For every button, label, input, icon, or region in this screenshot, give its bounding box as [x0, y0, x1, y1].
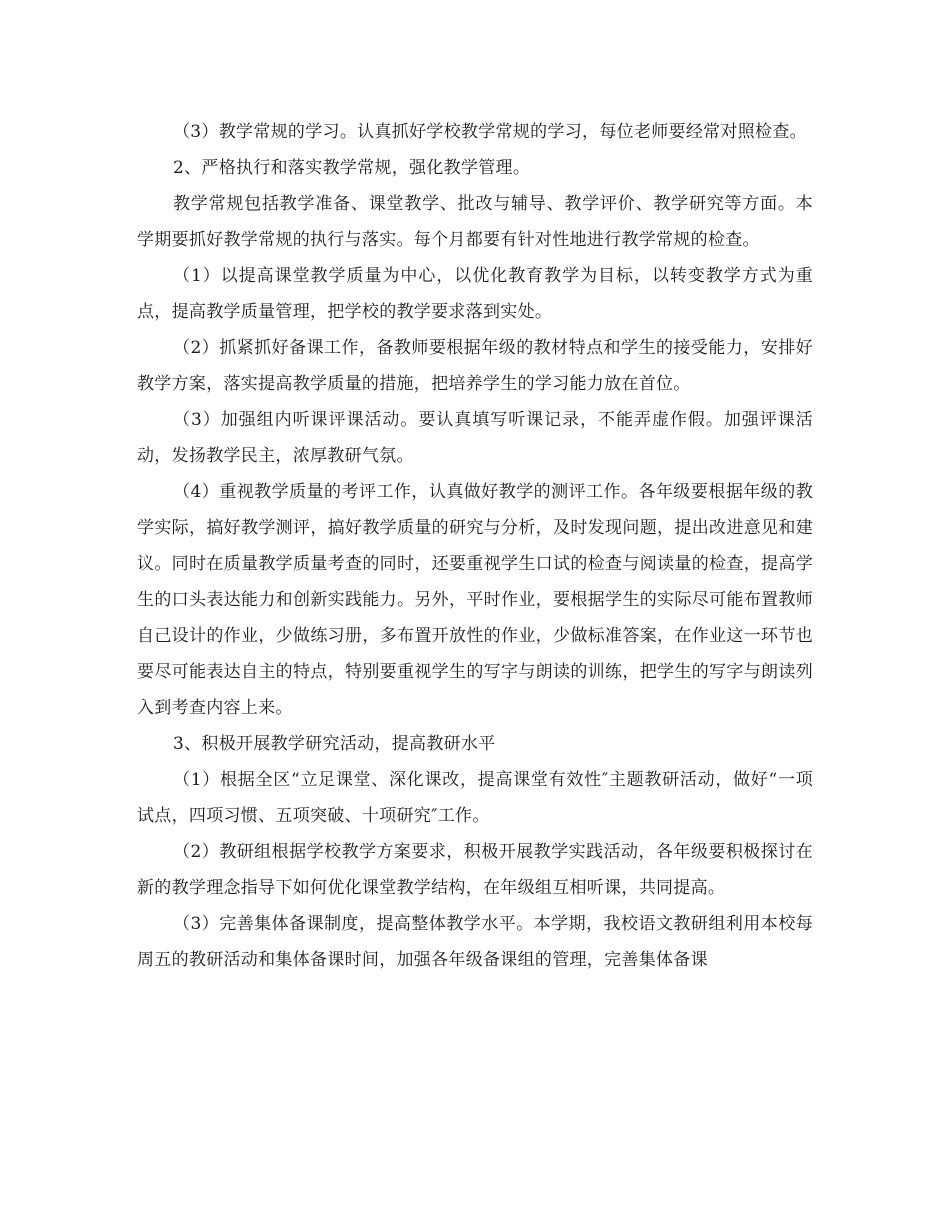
paragraph-routine-overview: 教学常规包括教学准备、课堂教学、批改与辅导、教学评价、教学研究等方面。本学期要抓好教学常规的执行与落实。每个月都要有针对性地进行教学常规的检查。 — [137, 194, 813, 250]
paragraph-item-1: （1）以提高课堂教学质量为中心，以优化教育教学为目标，以转变教学方式为重点，提高教学质量管理，把学校的教学要求落到实处。 — [137, 266, 813, 322]
paragraph-research-3: （3）完善集体备课制度，提高整体教学水平。本学期，我校语文教研组利用本校每周五的教研活动和集体备课时间，加强各年级备课组的管理，完善集体备课 — [137, 914, 813, 970]
paragraph-item-2: （2）抓紧抓好备课工作，备教师要根据年级的教材特点和学生的接受能力，安排好教学方案，落实提高教学质量的措施，把培养学生的学习能力放在首位。 — [137, 338, 813, 394]
paragraph-item-4: （4）重视教学质量的考评工作，认真做好教学的测评工作。各年级要根据年级的教学实际，搞好教学测评，搞好教学质量的研究与分析，及时发现问题，提出改进意见和建议。同时在质量教学质量考查的同时，还要重视学生口试的检查与阅读量的检查，提高学生的口头表达能力和创新实践能力。另外，平时作业，要根据学生的实际尽可能布置教师自己设计的作业，少做练习册，多布置开放性的作业，少做标准答案，在作业这一环节也要尽可能表达自主的特点，特别要重视学生的写字与朗读的训练，把学生的写字与朗读列入到考查内容上来。 — [137, 482, 813, 718]
section-heading-2: 2、严格执行和落实教学常规，强化教学管理。 — [173, 158, 531, 178]
paragraph-study-routine: （3）教学常规的学习。认真抓好学校教学常规的学习，每位老师要经常对照检查。 — [173, 122, 807, 142]
section-heading-3: 3、积极开展教学研究活动，提高教研水平 — [173, 734, 496, 754]
paragraph-research-2: （2）教研组根据学校教学方案要求，积极开展教学实践活动，各年级要积极探讨在新的教学理念指导下如何优化课堂教学结构，在年级组互相听课，共同提高。 — [137, 842, 813, 898]
document-page — [137, 114, 813, 978]
paragraph-research-1: （1）根据全区“立足课堂、深化课改，提高课堂有效性″主题教研活动，做好“一项试点，四项习惯、五项突破、十项研究″工作。 — [137, 770, 813, 826]
paragraph-item-3: （3）加强组内听课评课活动。要认真填写听课记录，不能弄虚作假。加强评课活动，发扬教学民主，浓厚教研气氛。 — [137, 410, 813, 466]
